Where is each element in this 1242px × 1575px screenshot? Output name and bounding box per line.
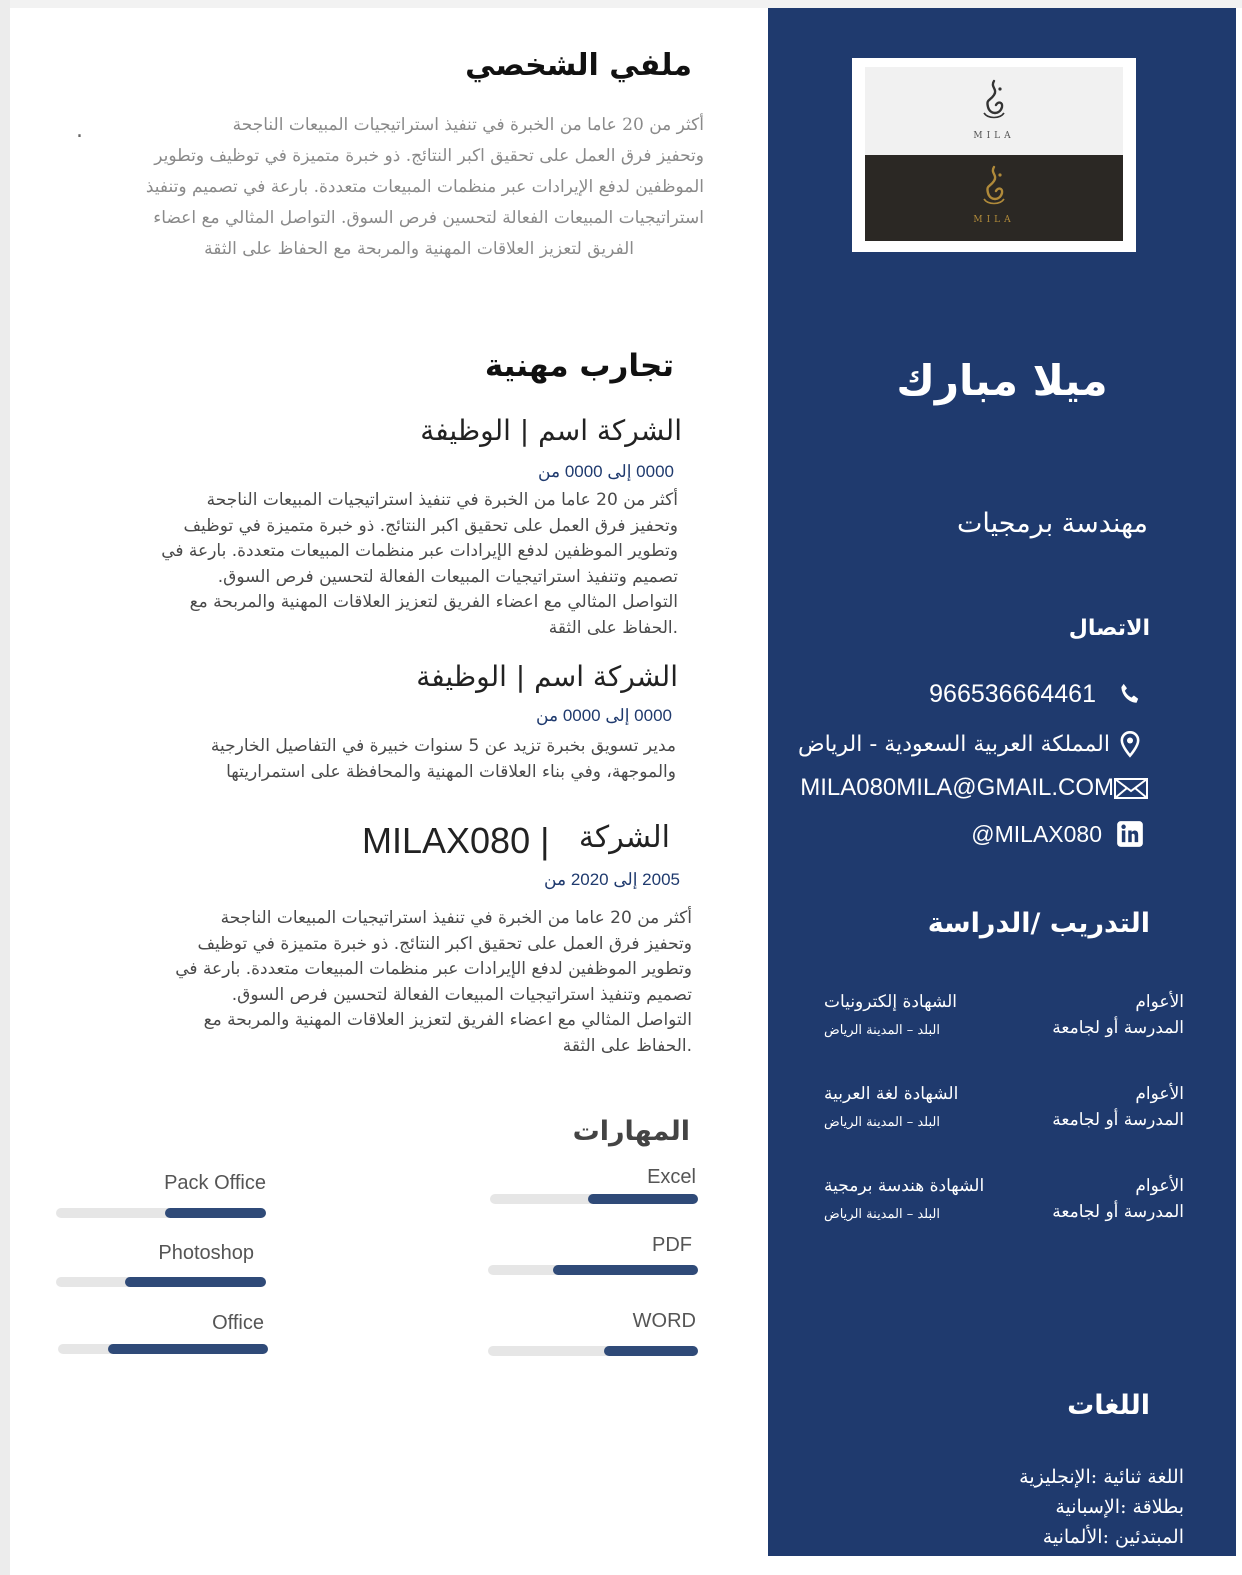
edu-years: الأعوام (1135, 1176, 1184, 1196)
education-heading: التدريب /الدراسة (927, 908, 1150, 939)
skill-label-pdf: PDF (652, 1234, 692, 1256)
education-entry (824, 1176, 1184, 1222)
job-desc-line: .الحفاظ على الثقة (548, 617, 678, 638)
job-date: 0000 إلى 0000 من (536, 706, 672, 725)
job-desc-line: أكثر من 20 عاما من الخبرة في تنفيذ استراتيجيات المبيعات الناجحة (220, 908, 692, 928)
skill-bar-fill (553, 1265, 698, 1275)
sidebar (768, 8, 1236, 1556)
job-description (56, 734, 676, 785)
job-desc-line: أكثر من 20 عاما من الخبرة في تنفيذ استراتيجيات المبيعات الناجحة (206, 490, 678, 510)
contact-email (800, 774, 1148, 802)
contact-linkedin (971, 820, 1144, 848)
edu-years: الأعوام (1135, 1084, 1184, 1104)
language-item: المبتدئين :الألمانية (1042, 1526, 1184, 1548)
skill-label-office: Office (212, 1312, 264, 1334)
skill-label-excel: Excel (647, 1166, 696, 1188)
edu-place: البلد – المدينة الرياض (824, 1207, 940, 1222)
job-desc-line: وتحفيز فرق العمل على تحقيق اكبر النتائج. ذو خبرة متميزة في توظيف (197, 933, 692, 954)
skill-bar-fill (604, 1346, 699, 1356)
profile-line: أكثر من 20 عاما من الخبرة في تنفيذ استراتيجيات المبيعات الناجحة (232, 115, 704, 135)
language-item: بطلاقة :الإسبانية (1055, 1496, 1184, 1518)
skill-bar-photoshop (56, 1277, 266, 1287)
job-desc-line: تصميم وتنفيذ استراتيجيات المبيعات الفعالة لتحسين فرص السوق. (231, 984, 692, 1005)
experience-heading: تجارب مهنية (484, 348, 674, 384)
profile-line: الفريق لتعزيز العلاقات المهنية والمربحة مع الحفاظ على الثقة (204, 239, 634, 259)
profile-photo (852, 58, 1136, 252)
skill-bar-pdf (488, 1265, 698, 1275)
profile-dot: . (76, 118, 83, 143)
location-text: المملكة العربية السعودية - الرياض (797, 731, 1110, 757)
job-description (52, 906, 692, 1059)
job-desc-line: والموجهة، وفي بناء العلاقات المهنية والمحافظة على استمراريتها (226, 761, 676, 782)
calligraphy-logo-gold-icon (972, 163, 1016, 213)
skill-bar-word (488, 1346, 698, 1356)
profile-text (44, 110, 704, 265)
profile-line: الموظفين لدفع الإيرادات عبر منظمات المبيعات متعددة. بارعة في تصميم وتنفيذ (145, 177, 704, 197)
logo-text: MILA (973, 215, 1015, 225)
calligraphy-logo-icon (972, 77, 1016, 127)
skill-bar-fill (125, 1277, 266, 1287)
profile-heading: ملفي الشخصي (465, 48, 692, 83)
contact-phone (929, 680, 1144, 709)
logo-dark (865, 155, 1123, 241)
job-desc-line: مدير تسويق بخبرة تزيد عن 5 سنوات خبيرة في التفاصيل الخارجية (210, 736, 676, 756)
skill-bar-office (58, 1344, 268, 1354)
job-desc-line: التواصل المثالي مع اعضاء الفريق لتعزيز العلاقات المهنية والمربحة مع (203, 1010, 692, 1030)
profile-line: وتحفيز فرق العمل على تحقيق اكبر النتائج. ذو خبرة متميزة في توظيف وتطوير (154, 146, 704, 166)
edu-place: البلد – المدينة الرياض (824, 1023, 940, 1038)
contact-location (798, 730, 1138, 758)
person-name: ميلا مبارك (896, 356, 1108, 405)
skill-bar-fill (165, 1208, 266, 1218)
edu-school: المدرسة أو لجامعة (1052, 1110, 1184, 1130)
job-desc-line: وتحفيز فرق العمل على تحقيق اكبر النتائج. ذو خبرة متميزة في توظيف (183, 515, 678, 536)
edu-certificate: الشهادة إلكترونيات (824, 992, 958, 1012)
person-job-title: مهندسة برمجيات (956, 508, 1148, 539)
skills-heading: المهارات (572, 1116, 690, 1147)
linkedin-icon (1116, 820, 1144, 848)
education-entry (824, 992, 1184, 1038)
edu-school: المدرسة أو لجامعة (1052, 1202, 1184, 1222)
skill-bar-fill (108, 1344, 268, 1354)
skill-bar-pack-office (56, 1208, 266, 1218)
linkedin-text: @MILAX080 (971, 820, 1102, 847)
page-top-edge (0, 0, 1242, 8)
phone-number: 966536664461 (929, 680, 1096, 708)
skill-label-pack-office: Pack Office (164, 1172, 266, 1194)
skill-bar-fill (588, 1194, 698, 1204)
education-entry (824, 1084, 1184, 1130)
job-desc-line: وتطوير الموظفين لدفع الإيرادات عبر منظمات المبيعات متعددة. بارعة في (175, 959, 692, 979)
logo-light (865, 67, 1123, 155)
languages-heading: اللغات (1067, 1390, 1150, 1421)
edu-years: الأعوام (1135, 992, 1184, 1012)
job-description (58, 488, 678, 641)
job-desc-line: التواصل المثالي مع اعضاء الفريق لتعزيز العلاقات المهنية والمربحة مع (189, 592, 678, 612)
email-text: MILA080MILA@GMAIL.COM (800, 774, 1114, 801)
logo-text: MILA (973, 131, 1015, 141)
skill-label-photoshop: Photoshop (158, 1242, 254, 1264)
job-desc-line: تصميم وتنفيذ استراتيجيات المبيعات الفعالة لتحسين فرص السوق. (217, 566, 678, 587)
job-date: 0000 إلى 0000 من (538, 462, 674, 481)
job-date: 2005 إلى 2020 من (544, 870, 680, 889)
company-label: الشركة (578, 820, 670, 855)
job-title: الشركة اسم | الوظيفة (420, 414, 682, 447)
job-title: الشركة اسم | الوظيفة (416, 660, 678, 693)
location-pin-icon (1116, 730, 1138, 758)
language-item: اللغة ثنائية :الإنجليزية (1019, 1466, 1184, 1488)
job-desc-line: وتطوير الموظفين لدفع الإيرادات عبر منظمات المبيعات متعددة. بارعة في (161, 541, 678, 561)
phone-icon (1116, 681, 1144, 709)
skill-label-word: WORD (632, 1310, 696, 1332)
page-left-edge (0, 0, 10, 1575)
envelope-icon (1114, 774, 1148, 802)
job-desc-line: .الحفاظ على الثقة (562, 1035, 692, 1056)
company-name: MILAX080 | (362, 820, 550, 861)
contact-heading: الاتصال (1068, 616, 1150, 641)
skill-bar-excel (490, 1194, 698, 1204)
edu-certificate: الشهادة لغة العربية (824, 1084, 959, 1104)
edu-place: البلد – المدينة الرياض (824, 1115, 940, 1130)
edu-school: المدرسة أو لجامعة (1052, 1018, 1184, 1038)
edu-certificate: الشهادة هندسة برمجية (824, 1176, 985, 1196)
profile-line: استراتيجيات المبيعات الفعالة لتحسين فرص السوق. التواصل المثالي مع اعضاء (153, 208, 704, 228)
